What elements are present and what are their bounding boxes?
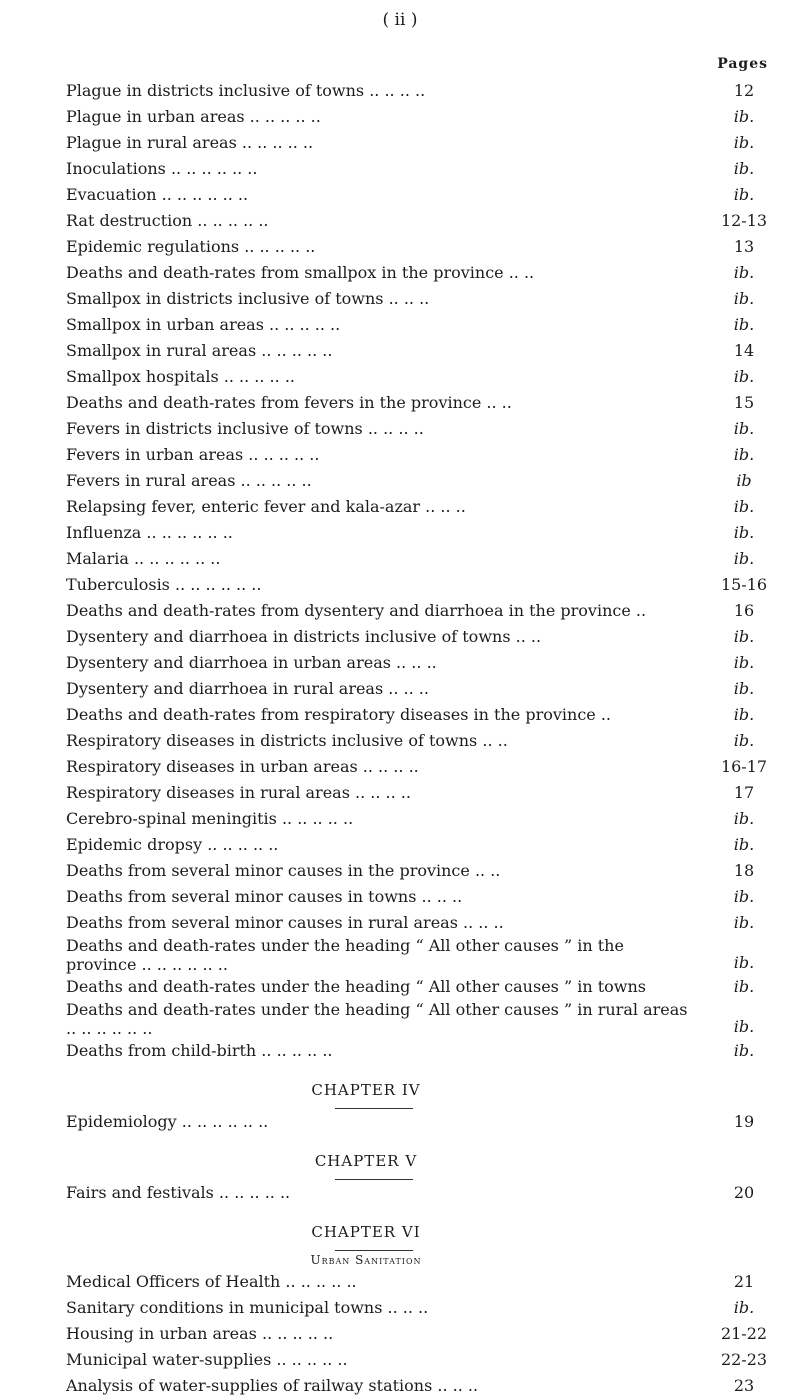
toc-entry [66,286,776,312]
chapter-heading: CHAPTER VI [311,1223,421,1241]
entry-page: ib. [733,107,755,126]
toc-entry [66,728,776,754]
toc-entry [66,312,776,338]
entry-page: ib. [733,419,755,438]
entry-title: Fevers in districts inclusive of towns .. .. .. .. [66,419,424,438]
entry-page: ib. [733,1298,755,1317]
toc-entry [66,1321,776,1347]
entry-page: 22-23 [720,1350,768,1369]
entry-page: 20 [733,1183,755,1202]
entry-title: Plague in districts inclusive of towns .. .. .. .. [66,81,426,100]
entry-title: Fevers in rural areas .. .. .. .. .. [66,471,312,490]
entry-title: Epidemiology .. .. .. .. .. .. [66,1112,269,1131]
toc-entry [66,338,776,364]
entry-title: Housing in urban areas .. .. .. .. .. [66,1324,334,1343]
entry-title: Respiratory diseases in districts inclusive of towns .. .. [66,731,508,750]
toc-entry [66,572,776,598]
entry-page: ib. [733,523,755,542]
toc-entry [66,234,776,260]
entry-title: Respiratory diseases in rural areas .. .. .. .. [66,783,411,802]
toc-entry [66,130,776,156]
entry-page: 16-17 [720,757,768,776]
page-number: ( ii ) [382,10,418,30]
entry-page: 15 [733,393,755,412]
toc-entry [66,260,776,286]
entry-page: 19 [733,1112,755,1131]
entry-page: 12 [733,81,755,100]
entry-title: Dysentery and diarrhoea in urban areas .. .. .. [66,653,437,672]
entry-title: Sanitary conditions in municipal towns .. .. .. [66,1298,429,1317]
entry-page: 16 [733,601,755,620]
entry-title: Deaths from several minor causes in towns .. .. .. [66,887,463,906]
entry-page: ib. [733,159,755,178]
toc-entry [66,390,776,416]
entry-title: Deaths and death-rates from smallpox in the province .. .. [66,263,535,282]
entry-title: Cerebro-spinal meningitis .. .. .. .. .. [66,809,354,828]
entry-title: Deaths and death-rates under the heading “ All other causes ” in the province .. .. .. .. .. .. [66,936,624,974]
entry-page: ib. [733,731,755,750]
toc-entry [66,546,776,572]
entry-page: ib. [733,549,755,568]
entry-page: ib. [733,315,755,334]
entry-title: Municipal water-supplies .. .. .. .. .. [66,1350,348,1369]
toc-entry [66,806,776,832]
entry-title: Plague in rural areas .. .. .. .. .. [66,133,314,152]
entry-title: Smallpox in urban areas .. .. .. .. .. [66,315,341,334]
entry-page: 23 [733,1376,755,1395]
entry-title: Deaths from several minor causes in rural areas .. .. .. [66,913,504,932]
entry-title: Analysis of water-supplies of railway stations .. .. .. [66,1376,479,1395]
toc-entry [66,520,776,546]
entry-title: Smallpox hospitals .. .. .. .. .. [66,367,295,386]
entry-page: 13 [733,237,755,256]
toc-entry [66,910,776,936]
entry-title: Plague in urban areas .. .. .. .. .. [66,107,321,126]
entry-page: 15-16 [720,575,768,594]
toc-entry [66,1038,776,1064]
entry-title: Medical Officers of Health .. .. .. .. .. [66,1272,357,1291]
entry-title: Dysentery and diarrhoea in rural areas .. .. .. [66,679,429,698]
entry-title: Dysentery and diarrhoea in districts inclusive of towns .. .. [66,627,542,646]
toc-entry [66,936,776,974]
toc-entry [66,416,776,442]
entry-title: Deaths from child-birth .. .. .. .. .. [66,1041,333,1060]
entry-title: Malaria .. .. .. .. .. .. [66,549,221,568]
entry-page: 17 [733,783,755,802]
entry-title: Deaths and death-rates from respiratory diseases in the province .. [66,705,612,724]
entry-title: Respiratory diseases in urban areas .. .. .. .. [66,757,419,776]
toc-entry [66,1269,776,1295]
entry-page: 21 [733,1272,755,1291]
toc-entry [66,780,776,806]
entry-page: ib. [733,809,755,828]
entry-title: Relapsing fever, enteric fever and kala-azar .. .. .. [66,497,466,516]
entry-page: 14 [733,341,755,360]
toc-entry [66,702,776,728]
entry-title: Inoculations .. .. .. .. .. .. [66,159,258,178]
entry-title: Tuberculosis .. .. .. .. .. .. [66,575,262,594]
toc-entry [66,1109,776,1135]
entry-page: ib. [733,977,755,996]
entry-title: Epidemic regulations .. .. .. .. .. [66,237,316,256]
entry-page: ib. [733,913,755,932]
toc-entry [66,78,776,104]
entry-page: ib. [733,835,755,854]
entry-page: ib. [733,887,755,906]
entry-page: ib. [733,653,755,672]
entry-title: Deaths and death-rates from fevers in the province .. .. [66,393,512,412]
toc-entry [66,624,776,650]
entry-page: ib. [733,1041,755,1060]
entry-title: Rat destruction .. .. .. .. .. [66,211,269,230]
entry-page: ib. [733,185,755,204]
entry-page: ib. [733,133,755,152]
toc-entry [66,754,776,780]
toc-entry [66,1347,776,1373]
entry-page: ib. [733,1017,755,1036]
entry-page: ib. [733,263,755,282]
toc-entry [66,974,776,1000]
toc-entry [66,598,776,624]
entry-page: ib. [733,627,755,646]
toc-entry [66,676,776,702]
entry-page: ib. [733,497,755,516]
entry-page: ib. [733,367,755,386]
toc-entry [66,884,776,910]
toc-entry [66,364,776,390]
chapter-heading: CHAPTER IV [311,1081,421,1099]
entry-page: ib. [733,289,755,308]
toc-entries [66,78,776,1399]
entry-title: Evacuation .. .. .. .. .. .. [66,185,249,204]
toc-entry [66,832,776,858]
toc-entry [66,1000,776,1038]
entry-title: Deaths and death-rates under the heading “ All other causes ” in towns [66,977,646,996]
entry-title: Deaths and death-rates from dysentery and diarrhoea in the province .. [66,601,647,620]
toc-entry [66,1180,776,1206]
entry-page: ib. [733,953,755,972]
pages-column-header: Pages [717,56,768,72]
entry-title: Deaths from several minor causes in the province .. .. [66,861,501,880]
entry-page: 18 [733,861,755,880]
entry-page: ib [736,471,752,490]
entry-page: ib. [733,445,755,464]
entry-title: Smallpox in districts inclusive of towns .. .. .. [66,289,430,308]
entry-page: ib. [733,705,755,724]
toc-entry [66,468,776,494]
entry-title: Influenza .. .. .. .. .. .. [66,523,233,542]
toc-entry [66,494,776,520]
entry-page: 12-13 [720,211,768,230]
chapter-heading: CHAPTER V [314,1152,418,1170]
toc-entry [66,442,776,468]
chapter-subheading: Urban Sanitation [310,1253,422,1267]
entry-title: Epidemic dropsy .. .. .. .. .. [66,835,279,854]
toc-entry [66,182,776,208]
entry-page: ib. [733,679,755,698]
toc-entry [66,650,776,676]
toc-entry [66,1295,776,1321]
toc-entry [66,156,776,182]
toc-entry [66,104,776,130]
toc-entry [66,1373,776,1399]
toc-entry [66,208,776,234]
entry-title: Smallpox in rural areas .. .. .. .. .. [66,341,333,360]
entry-title: Fairs and festivals .. .. .. .. .. [66,1183,291,1202]
entry-title: Deaths and death-rates under the heading “ All other causes ” in rural areas .. .. .. .. .. .. [66,1000,688,1038]
entry-title: Fevers in urban areas .. .. .. .. .. [66,445,320,464]
toc-entry [66,858,776,884]
entry-page: 21-22 [720,1324,768,1343]
